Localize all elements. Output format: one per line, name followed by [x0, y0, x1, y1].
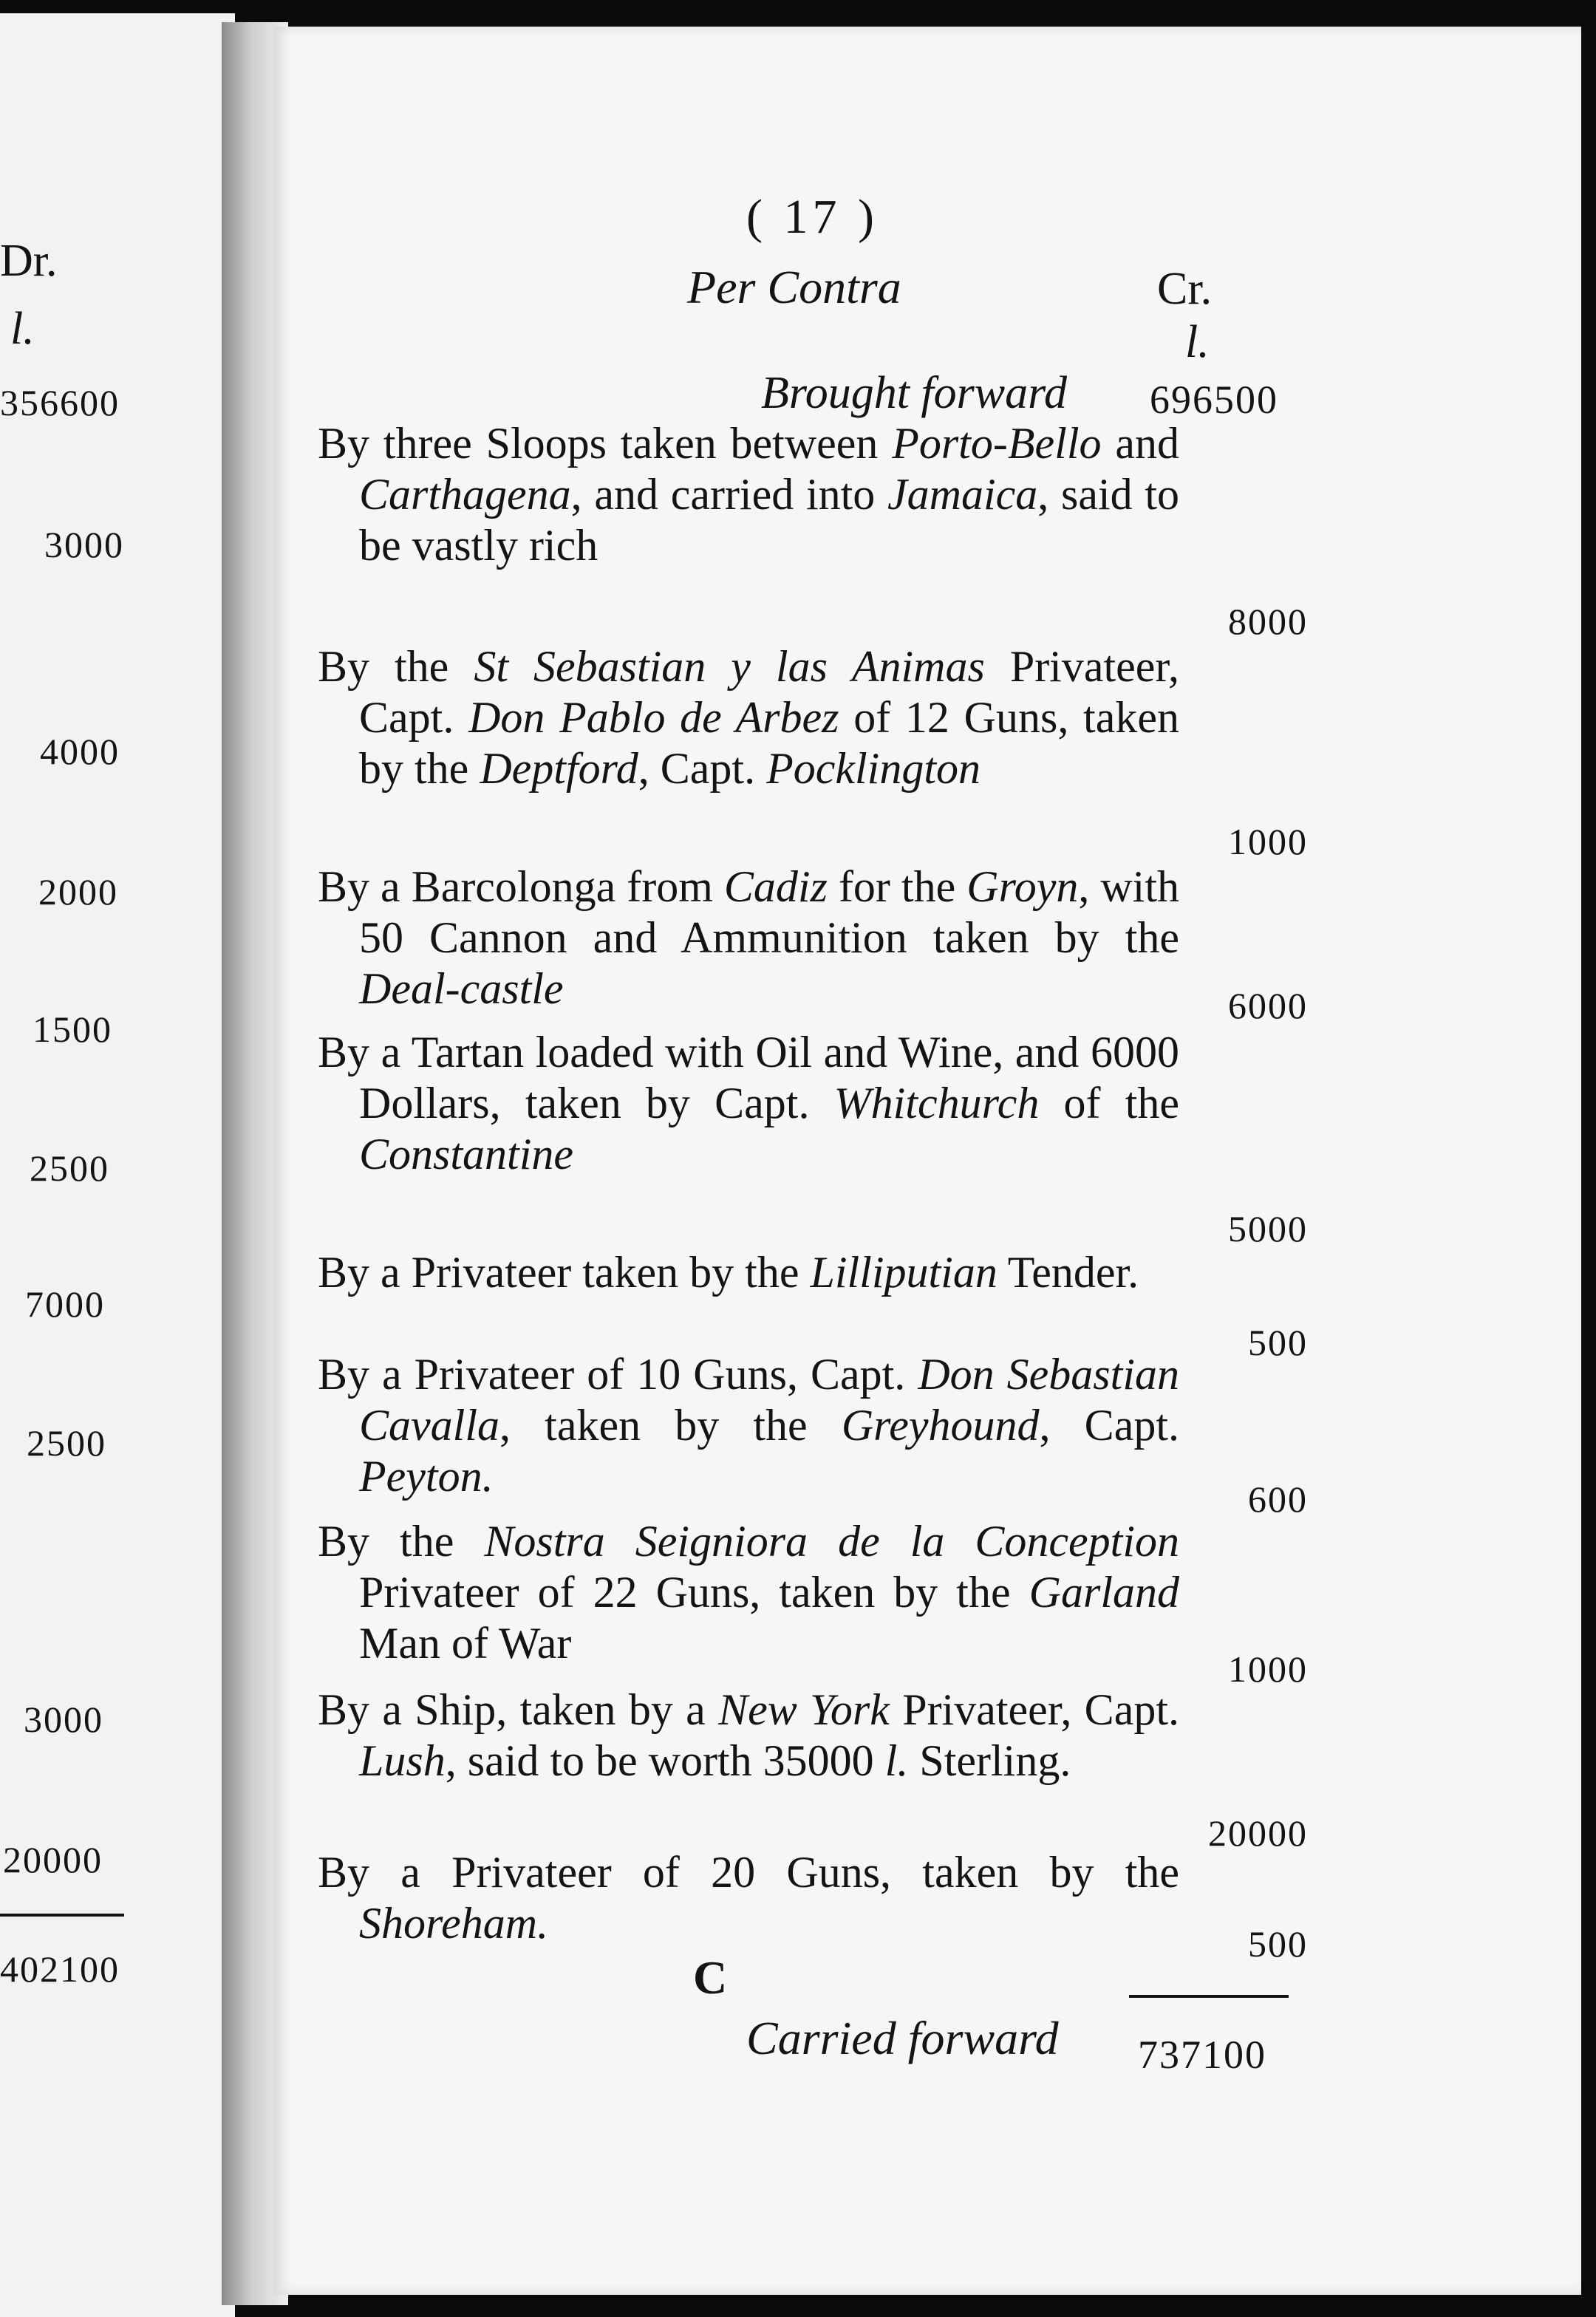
facing-page-left — [0, 13, 235, 2317]
ledger-entry — [318, 418, 1179, 571]
entry-text: By a Barcolonga from — [318, 862, 724, 911]
entry-italic-text: Lilliputian — [810, 1248, 998, 1297]
debit-amount: 4000 — [40, 731, 120, 772]
entry-text: By a Ship, taken by a — [318, 1685, 719, 1734]
entry-italic-text: Jamaica — [887, 470, 1038, 519]
entry-text: By the — [318, 642, 474, 691]
entry-italic-text: New York — [718, 1685, 890, 1734]
entry-text: , said to be worth 35000 — [445, 1736, 885, 1785]
signature-mark: C — [693, 1951, 728, 2004]
entry-italic-text: l. — [884, 1736, 909, 1785]
entry-italic-text: Pocklington — [766, 744, 981, 793]
entry-text: , and carried into — [570, 470, 887, 519]
brought-forward-label: Brought forward — [761, 368, 1067, 418]
entry-text: By a Tartan loaded with Oil and Wine, and 6000 Dollars, taken by Capt. — [318, 1028, 1179, 1127]
entry-text: and — [1101, 419, 1179, 468]
entry-text: Sterling. — [908, 1736, 1071, 1785]
ledger-entry — [318, 1349, 1179, 1502]
entry-text: , Capt. — [638, 744, 767, 793]
entry-amount: 1000 — [1228, 1648, 1308, 1690]
entry-italic-text: Deptford — [480, 744, 638, 793]
ledger-entry — [318, 861, 1179, 1014]
entry-italic-text: Cadiz — [723, 862, 828, 911]
entry-text: By a Privateer of 10 Guns, Capt. — [318, 1350, 918, 1399]
entry-italic-text: Greyhound — [841, 1401, 1040, 1450]
entry-italic-text: Don Sebastian Cavalla — [359, 1350, 1179, 1450]
debit-amount: 2500 — [27, 1422, 106, 1464]
total-rule — [0, 1914, 124, 1917]
entry-amount: 500 — [1248, 1923, 1308, 1965]
entry-amount: 5000 — [1228, 1208, 1308, 1249]
debit-amount: 7000 — [25, 1283, 105, 1325]
page-title: Per Contra — [687, 261, 901, 313]
entry-italic-text: Lush — [359, 1736, 446, 1785]
entry-italic-text: Porto-Bello — [892, 419, 1102, 468]
debit-amount: 20000 — [3, 1839, 103, 1880]
entry-text: of 12 Guns, taken by the — [359, 693, 1179, 793]
debit-amount: 356600 — [0, 382, 120, 423]
brought-forward-amount: 696500 — [1150, 378, 1278, 422]
ledger-entry — [318, 1027, 1179, 1180]
entry-text: By a Privateer taken by the — [318, 1248, 811, 1297]
entry-italic-text: Deal-castle — [359, 964, 564, 1013]
ledger-entry — [318, 1685, 1179, 1787]
entry-text: By a Privateer of 20 Guns, taken by the — [318, 1848, 1179, 1897]
entry-text: for the — [827, 862, 967, 911]
debit-unit: l. — [10, 304, 35, 354]
entry-italic-text: Shoreham. — [359, 1899, 549, 1948]
entry-amount: 600 — [1248, 1478, 1308, 1520]
debit-amount: 1500 — [33, 1009, 112, 1050]
credit-heading: Cr. — [1157, 264, 1213, 314]
debit-amount: 2500 — [30, 1147, 109, 1189]
debit-total: 402100 — [0, 1948, 120, 1990]
entry-amount: 1000 — [1228, 821, 1308, 862]
entry-italic-text: Carthagena — [359, 470, 571, 519]
entry-italic-text: Nostra Seigniora de la Conception — [484, 1517, 1179, 1566]
ledger-entry — [318, 641, 1179, 794]
page-number: ( 17 ) — [746, 190, 879, 244]
entry-text: , Capt. — [1039, 1401, 1179, 1450]
ledger-entry — [318, 1847, 1179, 1949]
entry-amount: 6000 — [1228, 985, 1308, 1026]
entry-italic-text: Garland — [1029, 1568, 1179, 1617]
entry-italic-text: Constantine — [359, 1130, 574, 1178]
entry-amount: 500 — [1248, 1322, 1308, 1363]
debit-amount: 3000 — [24, 1699, 103, 1740]
entry-text: By the — [318, 1517, 485, 1566]
credit-unit: l. — [1185, 317, 1210, 367]
entry-text: Tender. — [997, 1248, 1139, 1297]
entry-text: Privateer of 22 Guns, taken by the — [359, 1568, 1029, 1617]
entry-text: Man of War — [359, 1619, 572, 1668]
entry-italic-text: Whitchurch — [833, 1079, 1040, 1127]
entry-text: By three Sloops taken between — [318, 419, 893, 468]
entry-text: Privateer, Capt. — [359, 642, 1179, 742]
debit-amount: 2000 — [38, 871, 118, 912]
entry-italic-text: St Sebastian y las Animas — [474, 642, 985, 691]
entry-text: , taken by the — [499, 1401, 842, 1450]
carried-forward-amount: 737100 — [1138, 2033, 1266, 2077]
entry-text: , said to be vastly rich — [359, 470, 1179, 570]
ledger-entry — [318, 1516, 1179, 1669]
entry-amount: 20000 — [1208, 1812, 1308, 1854]
entry-italic-text: Don Pablo de Arbez — [468, 693, 839, 742]
debit-amount: 3000 — [44, 524, 124, 565]
entry-text: of the — [1039, 1079, 1179, 1127]
entry-text: Privateer, Capt. — [889, 1685, 1179, 1734]
total-rule — [1129, 1995, 1289, 1998]
entry-italic-text: Peyton. — [359, 1452, 494, 1501]
debit-heading: Dr. — [0, 236, 58, 286]
entry-text: , with 50 Cannon and Ammunition taken by the — [359, 862, 1180, 962]
entry-italic-text: Groyn — [966, 862, 1079, 911]
carried-forward-label: Carried forward — [746, 2012, 1059, 2064]
entry-amount: 8000 — [1228, 601, 1308, 642]
ledger-entry — [318, 1247, 1179, 1298]
